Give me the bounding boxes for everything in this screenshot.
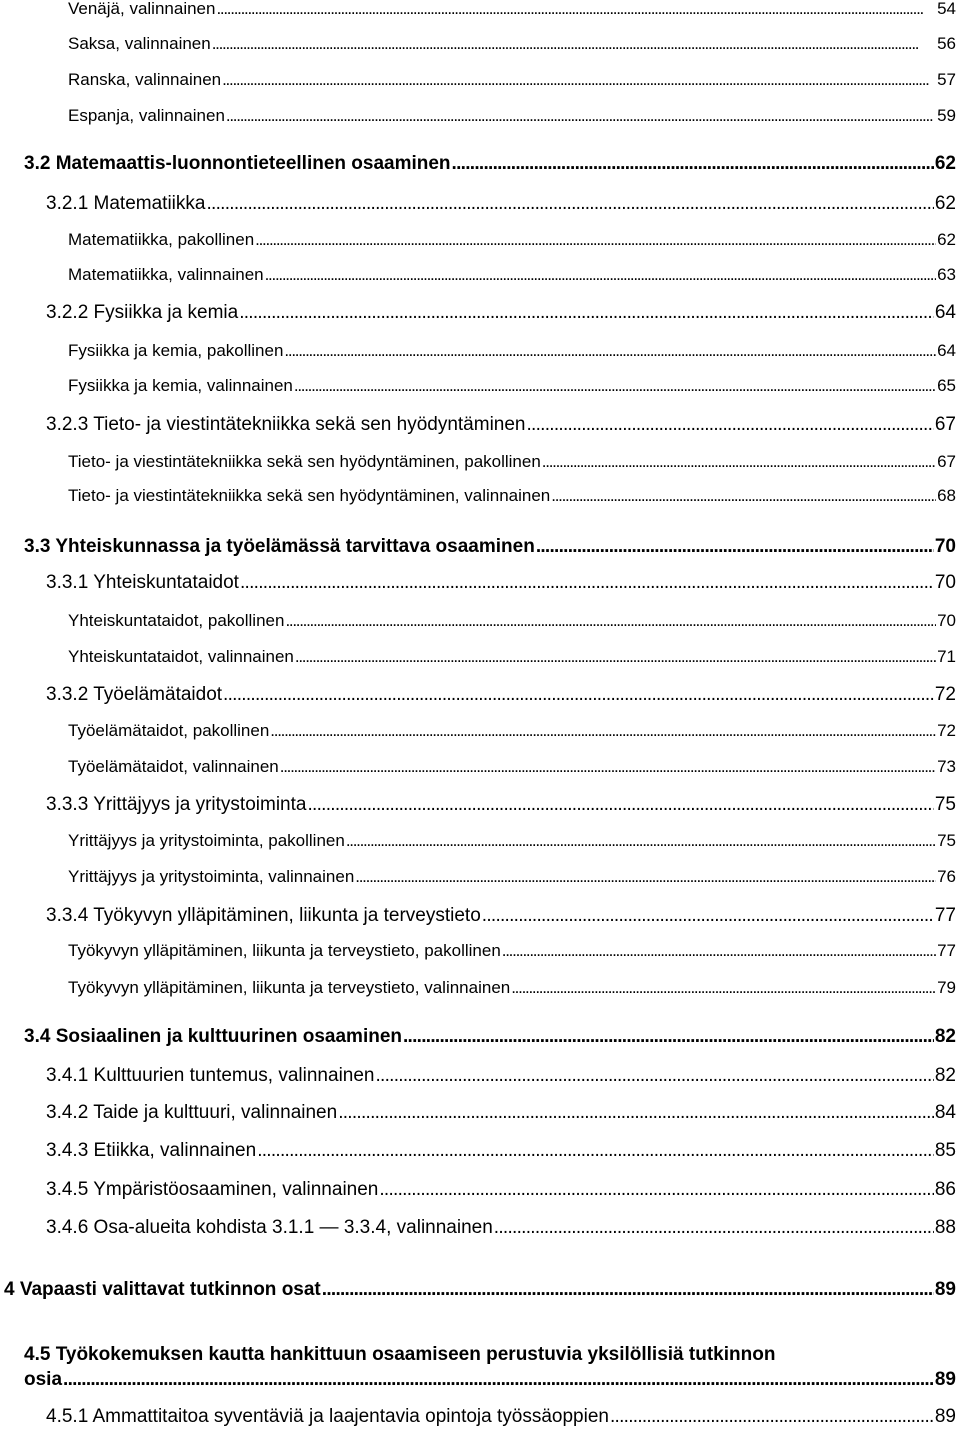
toc-entry-page-number: 77: [934, 905, 956, 926]
dot-leader: [255, 230, 936, 250]
toc-entry-page-number: 79: [937, 978, 956, 997]
toc-entry-label: Venäjä, valinnainen: [68, 0, 216, 18]
toc-entry-page-number: 64: [934, 302, 956, 323]
dot-leader: [216, 0, 936, 19]
toc-entry[interactable]: [46, 794, 956, 816]
toc-entry-label: Työelämätaidot, valinnainen: [68, 757, 279, 776]
toc-entry-page-number: 57: [937, 70, 956, 89]
toc-entry-label: Yhteiskuntataidot, valinnainen: [68, 647, 294, 666]
toc-entry-label: 3.4 Sosiaalinen ja kulttuurinen osaaminen: [24, 1026, 402, 1047]
dot-leader: [536, 536, 934, 558]
toc-entry-page-number: 75: [934, 794, 956, 815]
dot-leader: [379, 1179, 933, 1201]
toc-entry[interactable]: [68, 265, 956, 285]
toc-entry-page-number: 65: [937, 376, 956, 395]
toc-entry-label: 3.2 Matemaattis-luonnontieteellinen osaaminen: [24, 153, 451, 174]
toc-entry-label: 3.2.2 Fysiikka ja kemia: [46, 302, 239, 323]
toc-entry[interactable]: [68, 941, 956, 961]
toc-entry-page-number: 77: [937, 941, 956, 960]
dot-leader: [226, 106, 936, 126]
toc-entry[interactable]: [46, 905, 956, 927]
toc-entry-page-number: 62: [934, 193, 956, 214]
toc-entry-label: Matematiikka, pakollinen: [68, 230, 255, 249]
toc-entry-page-number: 89: [934, 1369, 956, 1390]
toc-entry-page-number: 70: [934, 572, 956, 593]
toc-entry[interactable]: [68, 486, 956, 506]
toc-entry[interactable]: [46, 572, 956, 594]
dot-leader: [270, 721, 936, 741]
toc-entry[interactable]: [46, 193, 956, 215]
toc-entry-page-number: 62: [937, 230, 956, 249]
toc-entry[interactable]: [68, 70, 956, 90]
toc-entry-label: Työkyvyn ylläpitäminen, liikunta ja terveystieto, pakollinen: [68, 941, 501, 960]
toc-entry-page-number: 56: [937, 34, 956, 53]
dot-leader: [239, 302, 934, 324]
dot-leader: [322, 1279, 934, 1301]
toc-entry-label: Fysiikka ja kemia, valinnainen: [68, 376, 293, 395]
toc-entry-label: Matematiikka, valinnainen: [68, 265, 264, 284]
toc-entry-page-number: 86: [934, 1179, 956, 1200]
toc-entry[interactable]: [46, 684, 956, 706]
toc-entry[interactable]: [4, 1279, 956, 1301]
toc-entry[interactable]: [68, 0, 956, 19]
toc-entry[interactable]: [68, 647, 956, 667]
toc-entry[interactable]: [68, 376, 956, 396]
toc-entry-page-number: 64: [937, 341, 956, 360]
toc-entry-page-number: 88: [934, 1217, 956, 1238]
toc-entry[interactable]: [68, 34, 956, 54]
toc-entry-label: Tieto- ja viestintätekniikka sekä sen hyödyntäminen, valinnainen: [68, 486, 551, 505]
toc-entry-label: Työkyvyn ylläpitäminen, liikunta ja terveystieto, valinnainen: [68, 978, 511, 997]
dot-leader: [403, 1026, 934, 1048]
dot-leader: [494, 1217, 934, 1239]
toc-entry-label: 3.4.2 Taide ja kulttuuri, valinnainen: [46, 1102, 338, 1123]
toc-entry[interactable]: [46, 1179, 956, 1201]
toc-entry-label: Yrittäjyys ja yritystoiminta, valinnainen: [68, 867, 355, 886]
toc-entry-label: 3.3 Yhteiskunnassa ja työelämässä tarvittava osaaminen: [24, 536, 535, 557]
toc-entry-page-number: 70: [937, 611, 956, 630]
dot-leader: [355, 867, 936, 887]
dot-leader: [551, 486, 936, 506]
dot-leader: [285, 611, 936, 631]
dot-leader: [265, 265, 936, 285]
toc-entry-label: 3.3.1 Yhteiskuntataidot: [46, 572, 239, 593]
toc-entry-page-number: 75: [937, 831, 956, 850]
dot-leader: [284, 341, 936, 361]
dot-leader: [222, 70, 936, 90]
toc-entry[interactable]: [68, 867, 956, 887]
toc-entry-label: Ranska, valinnainen: [68, 70, 222, 89]
toc-entry-label: 3.2.3 Tieto- ja viestintätekniikka sekä sen hyödyntäminen: [46, 414, 526, 435]
dot-leader: [257, 1140, 934, 1162]
toc-entry-page-number: 63: [937, 265, 956, 284]
toc-entry-label: 4 Vapaasti valittavat tutkinnon osat: [4, 1279, 321, 1300]
dot-leader: [206, 193, 933, 215]
toc-entry[interactable]: [68, 978, 956, 998]
toc-entry-page-number: 89: [934, 1279, 956, 1300]
toc-entry[interactable]: [46, 1406, 956, 1428]
toc-entry-page-number: 67: [937, 452, 956, 471]
toc-entry[interactable]: [46, 1217, 956, 1239]
toc-entry-label: 3.3.4 Työkyvyn ylläpitäminen, liikunta ja terveystieto: [46, 905, 481, 926]
toc-entry-label: 4.5.1 Ammattitaitoa syventäviä ja laajentavia opintoja työssäoppien: [46, 1406, 609, 1427]
toc-entry-label: osia: [24, 1369, 63, 1390]
toc-entry-page-number: 67: [934, 414, 956, 435]
toc-entry-page-number: 82: [934, 1026, 956, 1047]
toc-entry[interactable]: [68, 452, 956, 472]
toc-entry[interactable]: [68, 106, 956, 126]
toc-entry-label: Työelämätaidot, pakollinen: [68, 721, 270, 740]
toc-entry-label: 3.4.6 Osa-alueita kohdista 3.1.1 — 3.3.4, valinnainen: [46, 1217, 493, 1238]
toc-entry[interactable]: [46, 1102, 956, 1124]
dot-leader: [63, 1369, 934, 1391]
toc-entry[interactable]: [68, 611, 956, 631]
toc-entry-label: 3.4.3 Etiikka, valinnainen: [46, 1140, 257, 1161]
dot-leader: [482, 905, 934, 927]
toc-entry-page-number: 54: [937, 0, 956, 18]
dot-leader: [223, 684, 934, 706]
dot-leader: [542, 452, 936, 472]
dot-leader: [338, 1102, 934, 1124]
dot-leader: [527, 414, 934, 436]
toc-entry-label: 3.3.2 Työelämätaidot: [46, 684, 223, 705]
toc-entry[interactable]: [68, 721, 956, 741]
toc-entry-page-number: 89: [934, 1406, 956, 1427]
dot-leader: [610, 1406, 934, 1428]
toc-entry[interactable]: [68, 831, 956, 851]
toc-entry-page-number: 84: [934, 1102, 956, 1123]
dot-leader: [280, 757, 936, 777]
dot-leader: [452, 153, 934, 175]
toc-entry[interactable]: [68, 230, 956, 250]
toc-entry-page-number: 72: [934, 684, 956, 705]
toc-entry[interactable]: [46, 1065, 956, 1087]
toc-entry[interactable]: [68, 757, 956, 777]
toc-entry-page-number: 73: [937, 757, 956, 776]
toc-entry-label: Yhteiskuntataidot, pakollinen: [68, 611, 285, 630]
dot-leader: [376, 1065, 934, 1087]
toc-entry-label: Yrittäjyys ja yritystoiminta, pakollinen: [68, 831, 345, 850]
dot-leader: [295, 647, 936, 667]
dot-leader: [511, 978, 936, 998]
toc-entry-label: 4.5 Työkokemuksen kautta hankittuun osaamiseen perustuvia yksilöllisiä tutkinnon: [24, 1344, 776, 1365]
toc-entry[interactable]: [24, 536, 956, 558]
dot-leader: [307, 794, 933, 816]
toc-entry-label: 3.4.5 Ympäristöosaaminen, valinnainen: [46, 1179, 379, 1200]
dot-leader: [502, 941, 936, 961]
toc-entry[interactable]: [24, 153, 956, 175]
dot-leader: [294, 376, 936, 396]
toc-entry-label: Fysiikka ja kemia, pakollinen: [68, 341, 284, 360]
toc-entry-page-number: 70: [934, 536, 956, 557]
toc-entry[interactable]: [46, 414, 956, 436]
toc-entry[interactable]: [46, 1140, 956, 1162]
toc-entry-page-number: 82: [934, 1065, 956, 1086]
toc-entry-page-number: 68: [937, 486, 956, 505]
toc-entry-label: Saksa, valinnainen: [68, 34, 211, 53]
toc-entry-page-number: 72: [937, 721, 956, 740]
dot-leader: [212, 34, 936, 54]
toc-entry-page-number: 62: [934, 153, 956, 174]
toc-entry[interactable]: [24, 1369, 956, 1391]
dot-leader: [240, 572, 934, 594]
toc-entry-page-number: 76: [937, 867, 956, 886]
dot-leader: [346, 831, 936, 851]
toc-entry[interactable]: [24, 1026, 956, 1048]
toc-entry[interactable]: [46, 302, 956, 324]
toc-entry-label: 3.4.1 Kulttuurien tuntemus, valinnainen: [46, 1065, 375, 1086]
toc-entry-page-number: 85: [934, 1140, 956, 1161]
toc-entry-label: Espanja, valinnainen: [68, 106, 225, 125]
toc-entry-label: 3.2.1 Matematiikka: [46, 193, 206, 214]
toc-entry-page-number: 59: [937, 106, 956, 125]
toc-entry-label: Tieto- ja viestintätekniikka sekä sen hyödyntäminen, pakollinen: [68, 452, 541, 471]
toc-entry[interactable]: [68, 341, 956, 361]
toc-entry-page-number: 71: [937, 647, 956, 666]
toc-entry-label: 3.3.3 Yrittäjyys ja yritystoiminta: [46, 794, 307, 815]
